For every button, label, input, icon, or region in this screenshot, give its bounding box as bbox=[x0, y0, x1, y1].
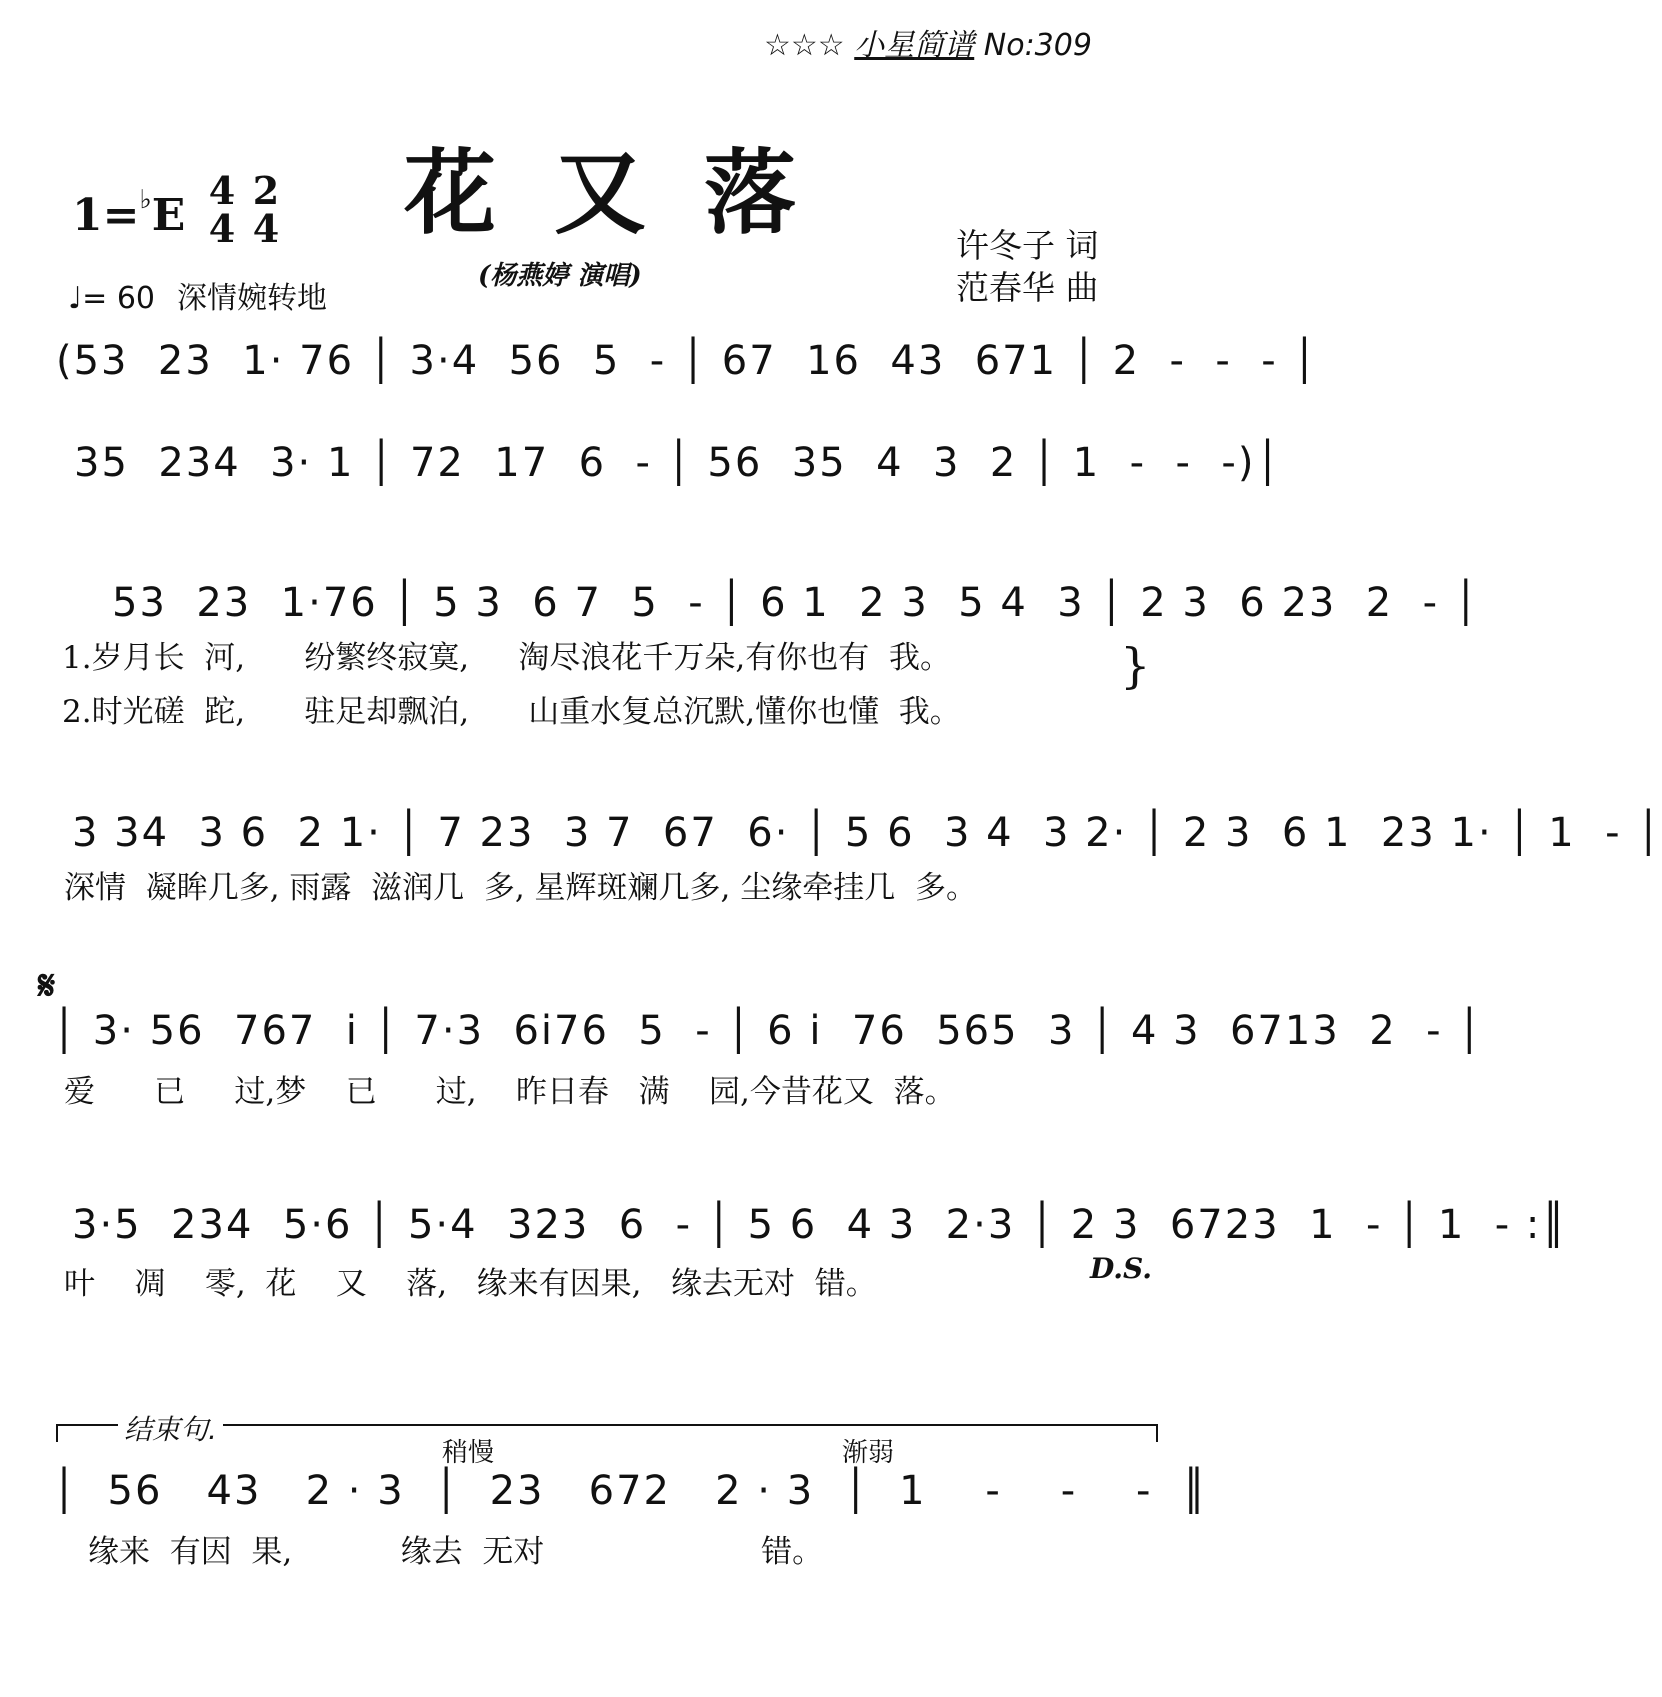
ts2-bottom: 4 bbox=[252, 206, 280, 251]
key-note: E bbox=[151, 190, 186, 241]
stars-icon: ☆☆☆ bbox=[764, 28, 845, 63]
ending-label: 结束句. bbox=[118, 1408, 223, 1448]
notes: 3·5 234 5·6 │ 5·4 323 6 - │ 5 6 4 3 2·3 │ 2 3 6723 1 - │ 1 - :║ bbox=[72, 1202, 1568, 1248]
ts1-bottom: 4 bbox=[208, 206, 236, 251]
dal-segno-mark: D.S. bbox=[1090, 1252, 1153, 1285]
notes: 3 34 3 6 2 1· │ 7 23 3 7 67 6· │ 5 6 3 4 3 2· │ 2 3 6 1 23 1· │ 1 - │ bbox=[72, 810, 1662, 856]
ts2-top: 2 bbox=[252, 168, 280, 213]
chorus-lyric-2: 爱 已 过,梦 已 过, 昨日春 满 园,今昔花又 落。 bbox=[64, 1074, 956, 1110]
notes: 35 234 3· 1 │ 72 17 6 - │ 56 35 4 3 2 │ 1 - - -)│ bbox=[74, 440, 1282, 486]
notes: │ 3· 56 767 i │ 7·3 6i76 5 - │ 6 i 76 565 3 │ 4 3 6713 2 - │ bbox=[52, 1008, 1484, 1054]
ts1-top: 4 bbox=[208, 168, 236, 213]
site-header bbox=[764, 20, 1092, 64]
ending-lyric: 缘来 有因 果, 缘去 无对 错。 bbox=[88, 1534, 824, 1570]
expression: 深情婉转地 bbox=[177, 281, 327, 316]
notes: │ 56 43 2 · 3 │ 23 672 2 · 3 │ 1 - - - ║ bbox=[52, 1468, 1208, 1514]
chorus-lyric-1: 深情 凝眸几多, 雨露 滋润几 多, 星辉斑斓几多, 尘缘牵挂几 多。 bbox=[64, 870, 977, 906]
site-name[interactable]: 小星简谱 bbox=[854, 28, 975, 63]
tempo: ♩= 60 bbox=[68, 281, 155, 316]
song-title: 花又落 bbox=[403, 139, 854, 247]
repeat-brace-icon: } bbox=[1120, 638, 1151, 694]
verse-lyric-2: 2.时光磋 跎, 驻足却飘泊, 山重水复总沉默,懂你也懂 我。 bbox=[62, 694, 961, 730]
singer: (杨燕婷 演唱) bbox=[478, 261, 642, 291]
tempo-marking bbox=[68, 273, 327, 317]
mark-diminuendo: 渐弱 bbox=[842, 1438, 895, 1468]
flat-icon: ♭ bbox=[139, 185, 152, 215]
chorus-lyric-3: 叶 凋 零, 花 又 落, 缘来有因果, 缘去无对 错。 bbox=[64, 1266, 877, 1302]
lyricist: 许冬子 词 bbox=[956, 226, 1099, 265]
mark-slower: 稍慢 bbox=[442, 1438, 495, 1468]
composer: 范春华 曲 bbox=[956, 268, 1099, 307]
segno-icon: 𝄋 bbox=[38, 962, 56, 1009]
notes: (53 23 1· 76 │ 3·4 56 5 - │ 67 16 43 671 │ 2 - - - │ bbox=[56, 338, 1319, 384]
verse-lyric-1: 1.岁月长 河, 纷繁终寂寞, 淘尽浪花千万朵,有你也有 我。 bbox=[62, 640, 951, 676]
key-prefix: 1= bbox=[72, 190, 140, 241]
score-number: No:309 bbox=[983, 28, 1092, 63]
notes: 53 23 1·76 │ 5 3 6 7 5 - │ 6 1 2 3 5 4 3 │ 2 3 6 23 2 - │ bbox=[112, 580, 1480, 626]
